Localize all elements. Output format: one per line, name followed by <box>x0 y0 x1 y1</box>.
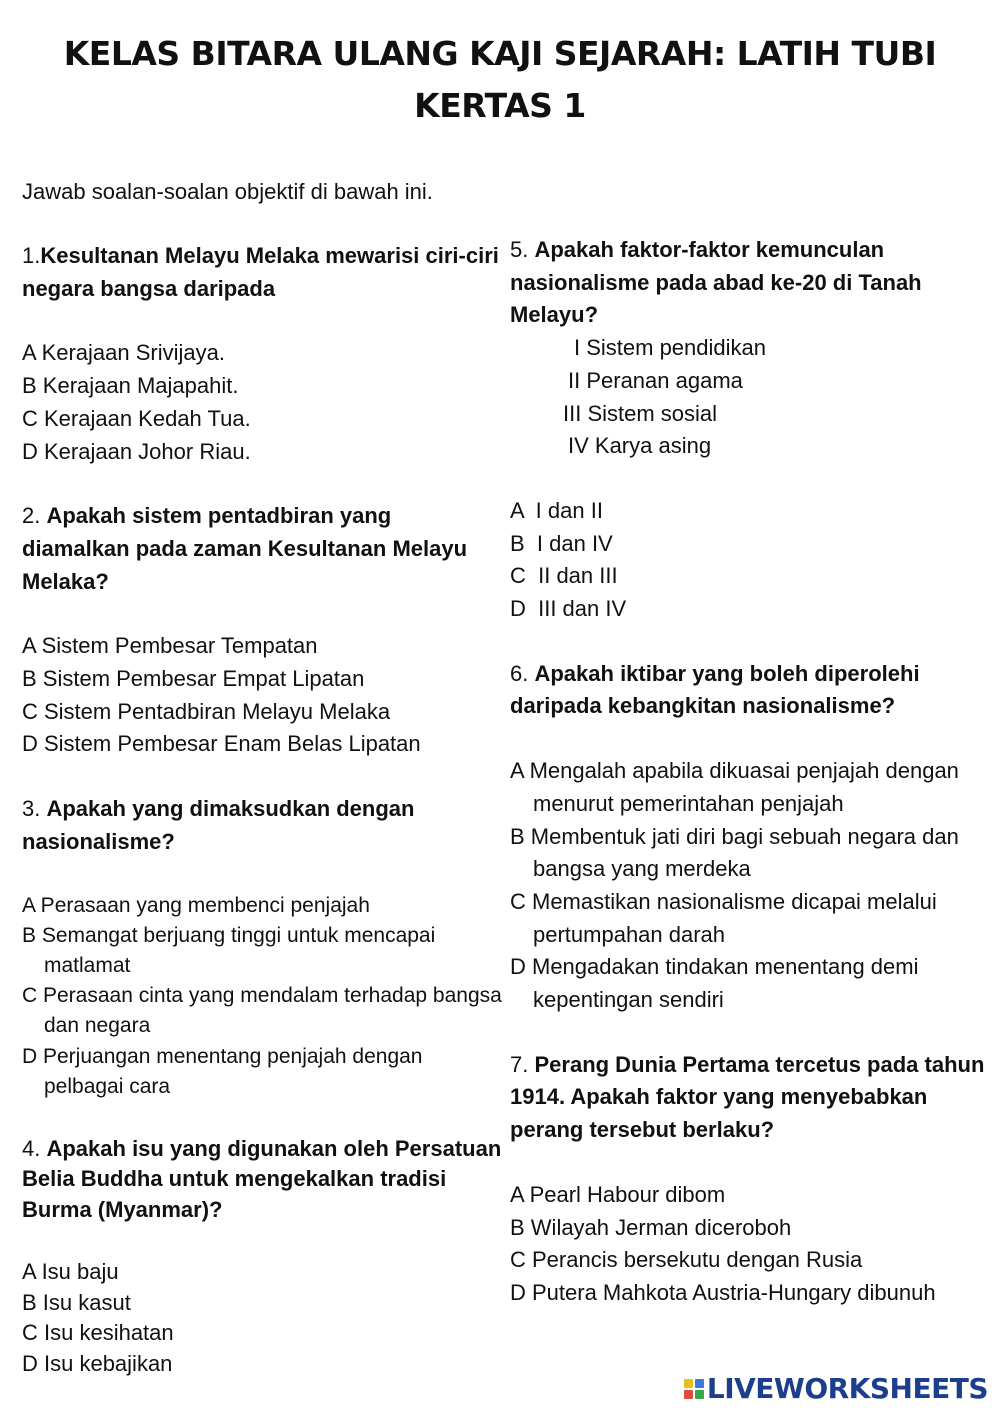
option-d[interactable]: D III dan IV <box>510 596 627 622</box>
option-c[interactable]: C Isu kesihatan <box>22 1320 174 1346</box>
question-number: 2. <box>22 503 41 529</box>
option-b[interactable]: B Semangat berjuang tinggi untuk mencapai matlamat <box>22 923 436 977</box>
option-c[interactable]: C Kerajaan Kedah Tua. <box>22 405 251 431</box>
page-title: KELAS BITARA ULANG KAJI SEJARAH: LATIH TUBI KERTAS 1 <box>63 34 937 125</box>
question-text: Apakah yang dimaksudkan dengan nasionalisme? <box>22 796 415 854</box>
liveworksheets-logo[interactable] <box>684 1372 988 1405</box>
option-c[interactable]: C Sistem Pentadbiran Melayu Melaka <box>22 698 391 724</box>
option-d[interactable]: D Putera Mahkota Austria-Hungary dibunuh <box>510 1279 936 1305</box>
question-number: 4. <box>22 1135 41 1161</box>
question-1 <box>22 240 502 468</box>
option-b[interactable]: B Kerajaan Majapahit. <box>22 373 239 399</box>
question-text: Apakah faktor-faktor kemunculan nasionalisme pada abad ke-20 di Tanah Melayu? <box>510 237 922 328</box>
question-4 <box>22 1134 502 1380</box>
option-b[interactable]: B I dan IV <box>510 530 613 556</box>
option-a[interactable]: A Sistem Pembesar Tempatan <box>22 633 318 659</box>
question-text: Apakah iktibar yang boleh diperolehi daripada kebangkitan nasionalisme? <box>510 660 920 719</box>
question-text: Apakah isu yang digunakan oleh Persatuan Belia Buddha untuk mengekalkan tradisi Burma (Myanmar)? <box>22 1135 502 1222</box>
question-7 <box>510 1049 995 1310</box>
question-3 <box>22 793 502 1102</box>
option-a[interactable]: A Kerajaan Srivijaya. <box>22 340 225 366</box>
left-column <box>22 240 502 1411</box>
question-text: Kesultanan Melayu Melaka mewarisi ciri-ciri negara bangsa daripada <box>22 243 499 301</box>
question-number: 3. <box>22 796 41 822</box>
option-c[interactable]: C Memastikan nasionalisme dicapai melalui pertumpahan darah <box>510 888 937 947</box>
statement-item: III Sistem sosial <box>563 400 718 426</box>
option-d[interactable]: D Isu kebajikan <box>22 1350 173 1376</box>
question-text: Perang Dunia Pertama tercetus pada tahun 1914. Apakah faktor yang menyebabkan perang tersebut berlaku? <box>510 1051 985 1143</box>
option-c[interactable]: C Perancis bersekutu dengan Rusia <box>510 1247 863 1273</box>
option-b[interactable]: B Membentuk jati diri bagi sebuah negara dan bangsa yang merdeka <box>510 823 959 882</box>
question-6 <box>510 658 995 1017</box>
question-5 <box>510 234 995 626</box>
option-d[interactable]: D Mengadakan tindakan menentang demi kepentingan sendiri <box>510 954 919 1013</box>
question-number: 7. <box>510 1051 529 1077</box>
question-number: 5. <box>510 237 529 262</box>
option-d[interactable]: D Perjuangan menentang penjajah dengan pelbagai cara <box>22 1044 423 1098</box>
option-a[interactable]: A Mengalah apabila dikuasai penjajah dengan menurut pemerintahan penjajah <box>510 758 959 816</box>
option-b[interactable]: B Isu kasut <box>22 1289 131 1315</box>
question-text: Apakah sistem pentadbiran yang diamalkan pada zaman Kesultanan Melayu Melaka? <box>22 503 468 594</box>
option-a[interactable]: A Pearl Habour dibom <box>510 1181 726 1207</box>
option-d[interactable]: D Sistem Pembesar Enam Belas Lipatan <box>22 731 421 757</box>
option-a[interactable]: A Isu baju <box>22 1259 119 1285</box>
logo-mark-icon <box>684 1379 704 1399</box>
option-b[interactable]: B Wilayah Jerman diceroboh <box>510 1214 792 1240</box>
question-2 <box>22 500 502 761</box>
option-c[interactable]: C Perasaan cinta yang mendalam terhadap bangsa dan negara <box>22 984 502 1038</box>
statement-item: I Sistem pendidikan <box>574 335 766 361</box>
question-number: 6. <box>510 660 529 686</box>
option-b[interactable]: B Sistem Pembesar Empat Lipatan <box>22 666 365 692</box>
statement-item: II Peranan agama <box>568 367 743 393</box>
logo-text: LIVEWORKSHEETS <box>706 1372 988 1405</box>
statement-item: IV Karya asing <box>568 433 712 459</box>
option-c[interactable]: C II dan III <box>510 563 618 589</box>
option-d[interactable]: D Kerajaan Johor Riau. <box>22 438 251 464</box>
option-a[interactable]: A Perasaan yang membenci penjajah <box>22 893 370 917</box>
instruction-text: Jawab soalan-soalan objektif di bawah ini. <box>22 179 433 204</box>
question-number: 1. <box>22 243 41 268</box>
statement-list <box>510 332 995 463</box>
option-a[interactable]: A I dan II <box>510 497 603 523</box>
right-column <box>510 234 995 1342</box>
